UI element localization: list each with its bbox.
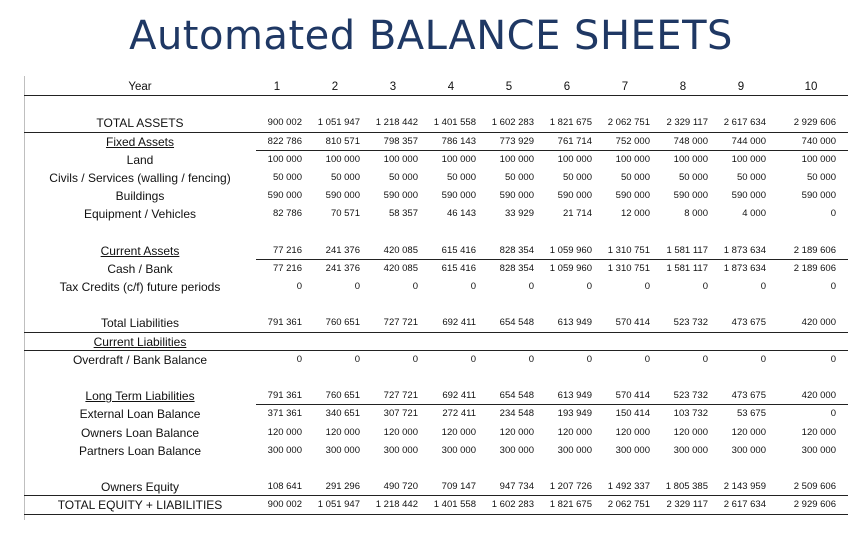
value-cell: 0 bbox=[528, 353, 534, 365]
value-cell: 473 675 bbox=[731, 317, 766, 329]
value-cell: 120 000 bbox=[801, 426, 836, 438]
value-cell: 590 000 bbox=[383, 190, 418, 202]
table-row bbox=[24, 151, 848, 169]
table-row bbox=[24, 242, 848, 260]
year-header-cell: 4 bbox=[447, 81, 455, 93]
value-cell: 760 651 bbox=[325, 317, 360, 329]
value-cell: 654 548 bbox=[499, 317, 534, 329]
value-cell: 822 786 bbox=[267, 135, 302, 147]
year-header-cell: 6 bbox=[563, 81, 571, 93]
value-cell: 100 000 bbox=[499, 153, 534, 165]
value-cell: 50 000 bbox=[678, 171, 708, 183]
spacer-row bbox=[24, 96, 848, 114]
value-cell: 77 216 bbox=[272, 262, 302, 274]
value-cell: 0 bbox=[354, 281, 360, 293]
value-cell: 590 000 bbox=[801, 190, 836, 202]
value-cell: 0 bbox=[644, 281, 650, 293]
value-cell: 300 000 bbox=[731, 444, 766, 456]
value-cell: 120 000 bbox=[383, 426, 418, 438]
value-cell: 420 085 bbox=[383, 262, 418, 274]
table-row bbox=[24, 260, 848, 278]
value-cell: 0 bbox=[354, 353, 360, 365]
value-cell: 241 376 bbox=[325, 262, 360, 274]
value-cell: 150 414 bbox=[615, 408, 650, 420]
value-cell: 120 000 bbox=[499, 426, 534, 438]
value-cell: 1 821 675 bbox=[549, 499, 592, 511]
value-cell: 523 732 bbox=[673, 390, 708, 402]
year-header-cell: 10 bbox=[804, 81, 818, 93]
value-cell: 300 000 bbox=[615, 444, 650, 456]
value-cell: 300 000 bbox=[383, 444, 418, 456]
value-cell: 828 354 bbox=[499, 244, 534, 256]
value-cell: 590 000 bbox=[441, 190, 476, 202]
value-cell: 50 000 bbox=[504, 171, 534, 183]
value-cell: 828 354 bbox=[499, 262, 534, 274]
value-cell: 1 581 117 bbox=[666, 244, 708, 256]
value-cell: 590 000 bbox=[267, 190, 302, 202]
value-cell: 108 641 bbox=[267, 481, 302, 493]
value-cell: 791 361 bbox=[267, 390, 302, 402]
value-cell: 307 721 bbox=[383, 408, 418, 420]
value-cell: 371 361 bbox=[267, 408, 302, 420]
value-cell: 50 000 bbox=[562, 171, 592, 183]
value-cell: 300 000 bbox=[499, 444, 534, 456]
value-cell: 0 bbox=[412, 353, 418, 365]
value-cell: 46 143 bbox=[446, 208, 476, 220]
value-cell: 727 721 bbox=[383, 390, 418, 402]
value-cell: 900 002 bbox=[267, 499, 302, 511]
value-cell: 0 bbox=[470, 353, 476, 365]
balance-sheet-table bbox=[24, 78, 848, 515]
value-cell: 100 000 bbox=[615, 153, 650, 165]
value-cell: 420 000 bbox=[801, 390, 836, 402]
value-cell: 70 571 bbox=[330, 208, 360, 220]
value-cell: 8 000 bbox=[684, 208, 708, 220]
value-cell: 1 581 117 bbox=[666, 262, 708, 274]
value-cell: 120 000 bbox=[615, 426, 650, 438]
table-row bbox=[24, 333, 848, 351]
value-cell: 791 361 bbox=[267, 317, 302, 329]
row-label: Owners Equity bbox=[100, 480, 180, 495]
value-cell: 272 411 bbox=[442, 408, 476, 420]
row-label: Total Liabilities bbox=[100, 316, 180, 331]
value-cell: 752 000 bbox=[615, 135, 650, 147]
value-cell: 2 929 606 bbox=[793, 117, 836, 129]
value-cell: 1 873 634 bbox=[723, 262, 766, 274]
value-cell: 4 000 bbox=[742, 208, 766, 220]
row-label: Tax Credits (c/f) future periods bbox=[59, 280, 221, 295]
value-cell: 900 002 bbox=[267, 117, 302, 129]
value-cell: 590 000 bbox=[731, 190, 766, 202]
value-cell: 0 bbox=[702, 353, 708, 365]
value-cell: 120 000 bbox=[731, 426, 766, 438]
value-cell: 2 143 959 bbox=[723, 481, 766, 493]
value-cell: 709 147 bbox=[441, 481, 476, 493]
value-cell: 744 000 bbox=[731, 135, 766, 147]
value-cell: 1 492 337 bbox=[607, 481, 650, 493]
value-cell: 50 000 bbox=[620, 171, 650, 183]
value-cell: 0 bbox=[644, 353, 650, 365]
value-cell: 0 bbox=[830, 208, 836, 220]
value-cell: 570 414 bbox=[615, 317, 650, 329]
value-cell: 120 000 bbox=[267, 426, 302, 438]
value-cell: 120 000 bbox=[441, 426, 476, 438]
value-cell: 420 085 bbox=[383, 244, 418, 256]
value-cell: 0 bbox=[586, 281, 592, 293]
value-cell: 340 651 bbox=[325, 408, 360, 420]
row-label: TOTAL EQUITY + LIABILITIES bbox=[57, 498, 223, 513]
value-cell: 2 329 117 bbox=[666, 117, 708, 129]
value-cell: 590 000 bbox=[673, 190, 708, 202]
value-cell: 21 714 bbox=[562, 208, 592, 220]
value-cell: 420 000 bbox=[801, 317, 836, 329]
page-title: Automated BALANCE SHEETS bbox=[129, 13, 733, 59]
value-cell: 100 000 bbox=[557, 153, 592, 165]
value-cell: 300 000 bbox=[557, 444, 592, 456]
value-cell: 100 000 bbox=[383, 153, 418, 165]
value-cell: 748 000 bbox=[673, 135, 708, 147]
value-cell: 615 416 bbox=[441, 244, 476, 256]
value-cell: 300 000 bbox=[325, 444, 360, 456]
year-header-cell: 1 bbox=[273, 81, 281, 93]
row-label: Equipment / Vehicles bbox=[83, 207, 197, 222]
value-cell: 50 000 bbox=[272, 171, 302, 183]
value-cell: 1 602 283 bbox=[491, 117, 534, 129]
value-cell: 1 310 751 bbox=[607, 262, 650, 274]
value-cell: 234 548 bbox=[499, 408, 534, 420]
row-label: Buildings bbox=[115, 189, 165, 204]
value-cell: 1 873 634 bbox=[723, 244, 766, 256]
value-cell: 1 218 442 bbox=[375, 117, 418, 129]
value-cell: 100 000 bbox=[673, 153, 708, 165]
table-row bbox=[24, 114, 848, 132]
value-cell: 786 143 bbox=[441, 135, 476, 147]
row-label: Current Assets bbox=[100, 243, 180, 258]
value-cell: 2 617 634 bbox=[723, 499, 766, 511]
value-cell: 1 602 283 bbox=[491, 499, 534, 511]
spacer-row bbox=[24, 460, 848, 478]
table-row bbox=[24, 351, 848, 369]
value-cell: 760 651 bbox=[325, 390, 360, 402]
value-cell: 82 786 bbox=[272, 208, 302, 220]
value-cell: 0 bbox=[760, 281, 766, 293]
value-cell: 2 617 634 bbox=[723, 117, 766, 129]
value-cell: 2 062 751 bbox=[607, 499, 650, 511]
table-row bbox=[24, 496, 848, 514]
value-cell: 1 051 947 bbox=[317, 117, 360, 129]
value-cell: 613 949 bbox=[557, 390, 592, 402]
year-header-cell: 7 bbox=[621, 81, 629, 93]
value-cell: 100 000 bbox=[801, 153, 836, 165]
value-cell: 300 000 bbox=[673, 444, 708, 456]
value-cell: 1 805 385 bbox=[665, 481, 708, 493]
year-header-cell: 9 bbox=[737, 81, 745, 93]
value-cell: 1 059 960 bbox=[549, 262, 592, 274]
value-cell: 33 929 bbox=[504, 208, 534, 220]
table-row bbox=[24, 169, 848, 187]
value-cell: 0 bbox=[470, 281, 476, 293]
table-row bbox=[24, 187, 848, 205]
value-cell: 590 000 bbox=[499, 190, 534, 202]
spacer-row bbox=[24, 296, 848, 314]
value-cell: 0 bbox=[296, 281, 302, 293]
value-cell: 241 376 bbox=[325, 244, 360, 256]
year-header-cell: 2 bbox=[331, 81, 339, 93]
value-cell: 50 000 bbox=[446, 171, 476, 183]
table-row bbox=[24, 405, 848, 423]
value-cell: 0 bbox=[702, 281, 708, 293]
value-cell: 100 000 bbox=[325, 153, 360, 165]
table-row bbox=[24, 478, 848, 496]
value-cell: 1 059 960 bbox=[549, 244, 592, 256]
value-cell: 2 929 606 bbox=[793, 499, 836, 511]
value-cell: 50 000 bbox=[736, 171, 766, 183]
value-cell: 103 732 bbox=[673, 408, 708, 420]
row-label: Long Term Liabilities bbox=[85, 389, 195, 404]
value-cell: 947 734 bbox=[499, 481, 534, 493]
value-cell: 2 329 117 bbox=[666, 499, 708, 511]
value-cell: 590 000 bbox=[325, 190, 360, 202]
row-label: External Loan Balance bbox=[79, 407, 201, 422]
value-cell: 1 218 442 bbox=[375, 499, 418, 511]
value-cell: 615 416 bbox=[441, 262, 476, 274]
value-cell: 1 310 751 bbox=[607, 244, 650, 256]
row-label: Partners Loan Balance bbox=[78, 443, 202, 458]
value-cell: 193 949 bbox=[557, 408, 592, 420]
value-cell: 1 051 947 bbox=[317, 499, 360, 511]
value-cell: 120 000 bbox=[325, 426, 360, 438]
value-cell: 590 000 bbox=[615, 190, 650, 202]
value-cell: 2 189 606 bbox=[793, 244, 836, 256]
row-label: Current Liabilities bbox=[93, 334, 187, 349]
value-cell: 1 401 558 bbox=[433, 499, 476, 511]
value-cell: 0 bbox=[830, 408, 836, 420]
value-cell: 523 732 bbox=[673, 317, 708, 329]
value-cell: 2 189 606 bbox=[793, 262, 836, 274]
value-cell: 100 000 bbox=[267, 153, 302, 165]
value-cell: 761 714 bbox=[557, 135, 592, 147]
row-label: Civils / Services (walling / fencing) bbox=[49, 170, 231, 185]
row-label: Cash / Bank bbox=[107, 261, 173, 276]
value-cell: 654 548 bbox=[499, 390, 534, 402]
value-cell: 1 401 558 bbox=[433, 117, 476, 129]
value-cell: 490 720 bbox=[383, 481, 418, 493]
value-cell: 773 929 bbox=[499, 135, 534, 147]
spacer-row bbox=[24, 369, 848, 387]
value-cell: 810 571 bbox=[325, 135, 360, 147]
value-cell: 300 000 bbox=[801, 444, 836, 456]
value-cell: 300 000 bbox=[441, 444, 476, 456]
value-cell: 50 000 bbox=[806, 171, 836, 183]
table-row bbox=[24, 278, 848, 296]
table-row bbox=[24, 424, 848, 442]
row-label: TOTAL ASSETS bbox=[96, 116, 184, 131]
value-cell: 1 821 675 bbox=[549, 117, 592, 129]
row-label: Year bbox=[128, 81, 152, 93]
row-label: Owners Loan Balance bbox=[80, 425, 200, 440]
row-label: Fixed Assets bbox=[105, 134, 175, 149]
value-cell: 740 000 bbox=[801, 135, 836, 147]
value-cell: 0 bbox=[586, 353, 592, 365]
value-cell: 77 216 bbox=[272, 244, 302, 256]
value-cell: 0 bbox=[760, 353, 766, 365]
value-cell: 0 bbox=[830, 353, 836, 365]
value-cell: 300 000 bbox=[267, 444, 302, 456]
value-cell: 291 296 bbox=[325, 481, 360, 493]
table-row bbox=[24, 314, 848, 332]
value-cell: 120 000 bbox=[557, 426, 592, 438]
table-row bbox=[24, 133, 848, 151]
value-cell: 100 000 bbox=[441, 153, 476, 165]
value-cell: 100 000 bbox=[731, 153, 766, 165]
value-cell: 0 bbox=[412, 281, 418, 293]
value-cell: 50 000 bbox=[330, 171, 360, 183]
year-header-cell: 3 bbox=[389, 81, 397, 93]
value-cell: 50 000 bbox=[388, 171, 418, 183]
value-cell: 120 000 bbox=[673, 426, 708, 438]
table-row bbox=[24, 78, 848, 96]
table-row bbox=[24, 442, 848, 460]
value-cell: 0 bbox=[830, 281, 836, 293]
year-header-cell: 5 bbox=[505, 81, 513, 93]
value-cell: 613 949 bbox=[557, 317, 592, 329]
value-cell: 2 509 606 bbox=[793, 481, 836, 493]
year-header-cell: 8 bbox=[679, 81, 687, 93]
table-row bbox=[24, 387, 848, 405]
row-label: Overdraft / Bank Balance bbox=[72, 352, 208, 367]
value-cell: 692 411 bbox=[442, 390, 476, 402]
value-cell: 0 bbox=[528, 281, 534, 293]
value-cell: 798 357 bbox=[383, 135, 418, 147]
value-cell: 692 411 bbox=[442, 317, 476, 329]
row-label: Land bbox=[126, 152, 154, 167]
spacer-row bbox=[24, 224, 848, 242]
value-cell: 570 414 bbox=[615, 390, 650, 402]
value-cell: 12 000 bbox=[620, 208, 650, 220]
value-cell: 53 675 bbox=[736, 408, 766, 420]
value-cell: 1 207 726 bbox=[549, 481, 592, 493]
table-row bbox=[24, 205, 848, 223]
value-cell: 2 062 751 bbox=[607, 117, 650, 129]
value-cell: 0 bbox=[296, 353, 302, 365]
value-cell: 590 000 bbox=[557, 190, 592, 202]
value-cell: 473 675 bbox=[731, 390, 766, 402]
value-cell: 58 357 bbox=[388, 208, 418, 220]
value-cell: 727 721 bbox=[383, 317, 418, 329]
